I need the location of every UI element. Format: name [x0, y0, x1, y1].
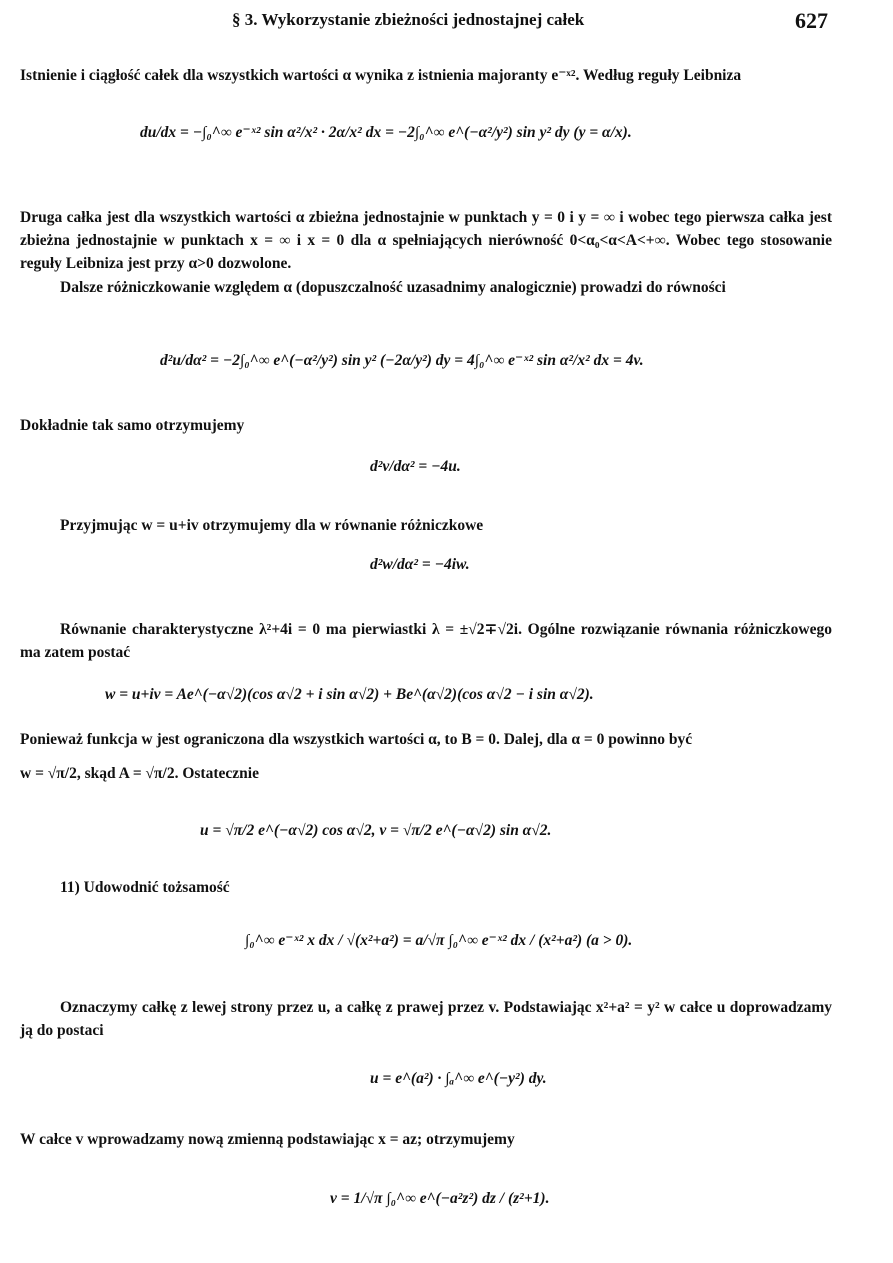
- equation-3: d²v/dα² = −4u.: [370, 458, 461, 475]
- equation-5: w = u+iv = Ae^(−α√2)(cos α√2 + i sin α√2) + Be^(α√2)(cos α√2 − i sin α√2).: [105, 686, 594, 703]
- equation-1: du/dx = −∫₀^∞ e⁻ˣ² sin α²/x² · 2α/x² dx = −2∫₀^∞ e^(−α²/y²) sin y² dy (y = α/x).: [140, 124, 632, 141]
- paragraph-5: Przyjmując w = u+iv otrzymujemy dla w równanie różniczkowe: [60, 517, 484, 534]
- running-title: § 3. Wykorzystanie zbieżności jednostajnej całek: [232, 10, 585, 29]
- paragraph-10: W całce v wprowadzamy nową zmienną podstawiając x = az; otrzymujemy: [20, 1131, 515, 1148]
- equation-2: d²u/dα² = −2∫₀^∞ e^(−α²/y²) sin y² (−2α/y²) dy = 4∫₀^∞ e⁻ˣ² sin α²/x² dx = 4v.: [160, 352, 644, 369]
- equation-9: v = 1/√π ∫₀^∞ e^(−a²z²) dz / (z²+1).: [330, 1190, 550, 1207]
- paragraph-4: Dokładnie tak samo otrzymujemy: [20, 417, 245, 434]
- paragraph-3: Dalsze różniczkowanie względem α (dopuszczalność uzasadnimy analogicznie) prowadzi do równości: [60, 279, 726, 296]
- paragraph-6: Równanie charakterystyczne λ²+4i = 0 ma pierwiastki λ = ±√2∓√2i. Ogólne rozwiązanie równania różniczkowego ma zatem postać: [20, 621, 832, 661]
- equation-6: u = √π/2 e^(−α√2) cos α√2, v = √π/2 e^(−α√2) sin α√2.: [200, 822, 552, 839]
- equation-4: d²w/dα² = −4iw.: [370, 556, 470, 573]
- paragraph-8: 11) Udowodnić tożsamość: [60, 879, 230, 896]
- page-header: [0, 8, 893, 38]
- equation-8: u = e^(a²) · ∫ₐ^∞ e^(−y²) dy.: [370, 1070, 547, 1087]
- paragraph-1: Istnienie i ciągłość całek dla wszystkich wartości α wynika z istnienia majoranty e⁻ˣ². Według reguły Leibniza: [20, 67, 742, 84]
- paragraph-7b: w = √π/2, skąd A = √π/2. Ostatecznie: [20, 765, 259, 782]
- paragraph-2: Druga całka jest dla wszystkich wartości α zbieżna jednostajnie w punktach y = 0 i y = ∞ i wobec tego pierwsza całka jest zbieżna jednostajnie w punktach x = ∞ i x = 0 dla α spełniających nierówność 0<α₀<α<A<+∞. Wobec tego stosowanie reguły Leibniza jest przy α>0 dozwolone.: [20, 209, 832, 272]
- page-number: 627: [795, 8, 828, 33]
- equation-7: ∫₀^∞ e⁻ˣ² x dx / √(x²+a²) = a/√π ∫₀^∞ e⁻ˣ² dx / (x²+a²) (a > 0).: [245, 932, 633, 949]
- paragraph-9: Oznaczymy całkę z lewej strony przez u, a całkę z prawej przez v. Podstawiając x²+a² = y² w całce u doprowadzamy ją do postaci: [20, 999, 832, 1039]
- paragraph-7a: Ponieważ funkcja w jest ograniczona dla wszystkich wartości α, to B = 0. Dalej, dla α = 0 powinno być: [20, 731, 693, 748]
